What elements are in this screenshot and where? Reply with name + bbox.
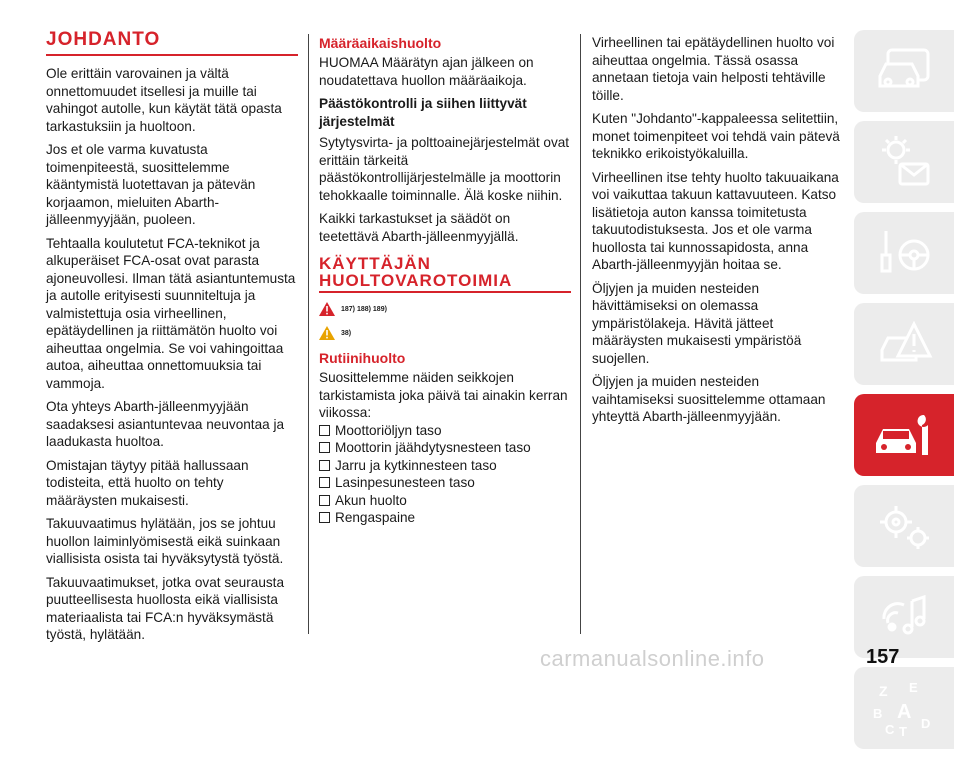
intro-column: [46, 30, 298, 650]
checkbox-icon: [319, 425, 330, 436]
intro-paragraph: Tehtaalla koulutetut FCA-teknikot ja alkuperäiset FCA-osat ovat parasta ajoneuvollesi. Ilman tätä asiantuntemusta ja autolle erityisesti suunniteltuja ja valmistettuja osia virheellinen, epätäydellinen ja riittämätön huolto voi aiheuttaa ongelmia. Se voi vahingoittaa autoa, aiheuttaa onnettomuuksia tai vammoja.: [46, 235, 296, 391]
scheduled-text: HUOMAA Määrätyn ajan jälkeen on noudatettava huollon määräaikoja.: [319, 55, 534, 88]
tab-maintenance[interactable]: [854, 394, 954, 476]
intro-paragraph: Omistajan täytyy pitää hallussaan todisteita, että huolto on tehty määräysten mukaisesti.: [46, 457, 249, 508]
warning-reference-numbers: 187) 188) 189): [341, 305, 387, 313]
tab-safety-keys[interactable]: [854, 212, 954, 294]
owner-heading: [319, 255, 571, 289]
warning-triangle-car-icon: [874, 316, 934, 372]
column-divider: [580, 34, 581, 634]
tab-index[interactable]: [854, 667, 954, 749]
emissions-heading: Päästökontrolli ja siihen liittyvät järjestelmät: [319, 96, 527, 129]
list-item-label: Moottoriöljyn taso: [335, 422, 442, 438]
tab-lights-messages[interactable]: [854, 121, 954, 203]
key-steering-wheel-icon: [874, 225, 934, 281]
emissions-paragraph: Sytytysvirta- ja polttoainejärjestelmät ovat erittäin tärkeitä päästökontrollijärjestelmälle ja moottorin tehokkaalle toiminnalle. Älä koske niihin.: [319, 135, 570, 203]
car-dashboard-icon: [874, 46, 934, 96]
checkbox-icon: [319, 477, 330, 488]
maintenance-column: [319, 34, 571, 527]
caution-triangle-icon: [319, 326, 335, 340]
routine-heading: Rutiinihuolto: [319, 350, 406, 366]
svg-text:C: C: [885, 722, 895, 737]
tab-emergency[interactable]: [854, 303, 954, 385]
page-number: 157: [866, 646, 900, 668]
lights-envelope-icon: [874, 134, 934, 190]
list-item: [319, 439, 571, 457]
checkbox-icon: [319, 442, 330, 453]
checkbox-icon: [319, 512, 330, 523]
index-letters-icon: [869, 678, 939, 738]
routine-checklist: [319, 422, 571, 527]
list-item: [319, 474, 571, 492]
notes-paragraph: Virheellinen tai epätäydellinen huolto voi aiheuttaa ongelmia. Tässä osassa annetaan tietoja vain helposti tehtäville töille.: [592, 35, 835, 103]
scheduled-heading: Määräaikaishuolto: [319, 35, 442, 51]
list-item-label: Moottorin jäähdytysnesteen taso: [335, 440, 531, 455]
notes-paragraph: Virheellinen itse tehty huolto takuuaikana voi vaikuttaa takuun kattavuuteen. Katso lisätietoja auton kanssa toimitetusta takuutodistuksesta. Jos et ole varma huollosta tai kunnossapidosta, anna Abarth-jälleenmyyjän hoitaa se.: [592, 169, 839, 272]
car-wrench-icon: [872, 409, 936, 461]
checkbox-icon: [319, 495, 330, 506]
list-item: [319, 492, 571, 510]
heading-rule: [46, 54, 298, 56]
list-item: [319, 422, 571, 440]
list-item-label: Jarru ja kytkinnesteen taso: [335, 457, 497, 473]
gears-icon: [874, 498, 934, 554]
list-item: [319, 509, 571, 527]
intro-paragraph: Takuuvaatimukset, jotka ovat seurausta puutteellisesta huollosta eikä viallisista materiaalista tai FCA:n hyväksymästä työstä, hylätään.: [46, 574, 285, 642]
multimedia-icon: [874, 589, 934, 645]
intro-paragraph: Ole erittäin varovainen ja vältä onnettomuudet itsellesi ja muille tai vahingot autolle, kun käytät tätä opasta tarkastuksiin ja huoltoon.: [46, 66, 282, 134]
list-item-label: Lasinpesunesteen taso: [335, 475, 475, 490]
notes-column: [592, 34, 844, 432]
warning-triangle-icon: [319, 302, 335, 316]
notes-paragraph: Öljyjen ja muiden nesteiden hävittämiseksi on olemassa ympäristölakeja. Hävitä jätteet määräysten mukaisesti ympäristöä suojellen.: [592, 280, 802, 366]
list-item-label: Rengaspaine: [335, 510, 416, 525]
caution-reference-number: 38): [341, 329, 352, 337]
owner-heading-line2: HUOLTOVAROTOIMIA: [319, 271, 513, 290]
tab-technical-data[interactable]: [854, 485, 954, 567]
svg-text:D: D: [921, 716, 931, 731]
tab-dashboard[interactable]: [854, 30, 954, 112]
svg-text:A: A: [897, 701, 912, 723]
svg-text:T: T: [899, 724, 907, 738]
watermark: carmanualsonline.info: [540, 646, 765, 671]
checkbox-icon: [319, 460, 330, 471]
column-divider: [308, 34, 309, 634]
list-item-label: Akun huolto: [335, 492, 407, 508]
svg-text:Z: Z: [879, 683, 888, 699]
svg-text:E: E: [909, 680, 918, 695]
notes-paragraph: Kuten "Johdanto"-kappaleessa selitettiin, monet toimenpiteet voi tehdä vain pätevä teknikko erikoistyökaluilla.: [592, 111, 840, 161]
intro-heading: JOHDANTO: [46, 29, 161, 50]
warning-reference: [319, 301, 571, 317]
heading-rule: [319, 291, 571, 293]
routine-intro: Suosittelemme näiden seikkojen tarkistamista joka päivä tai ainakin kerran viikossa:: [319, 370, 568, 420]
intro-paragraph: Takuuvaatimus hylätään, jos se johtuu huollon laiminlyömisestä eikä suinkaan viallisista osista tai hyväksytystä työstä.: [46, 516, 284, 566]
owner-heading-line1: KÄYTTÄJÄN: [319, 254, 431, 273]
list-item: [319, 457, 571, 475]
intro-paragraph: Ota yhteys Abarth-jälleenmyyjään saadaksesi asiantuntevaa neuvontaa ja laadukasta huoltoa.: [46, 399, 285, 449]
svg-text:B: B: [873, 706, 883, 721]
caution-reference: [319, 325, 571, 341]
intro-paragraph: Jos et ole varma kuvatusta toimenpiteestä, suosittelemme kääntymistä luotettavan ja pätevän korjaamon, mieluiten Abarth-jälleenmyyjään, puoleen.: [46, 142, 256, 227]
notes-paragraph: Öljyjen ja muiden nesteiden vaihtamiseksi suosittelemme ottamaan yhteyttä Abarth-jälleenmyyjään.: [592, 374, 826, 424]
emissions-paragraph: Kaikki tarkastukset ja säädöt on teetettävä Abarth-jälleenmyyjällä.: [319, 211, 519, 244]
